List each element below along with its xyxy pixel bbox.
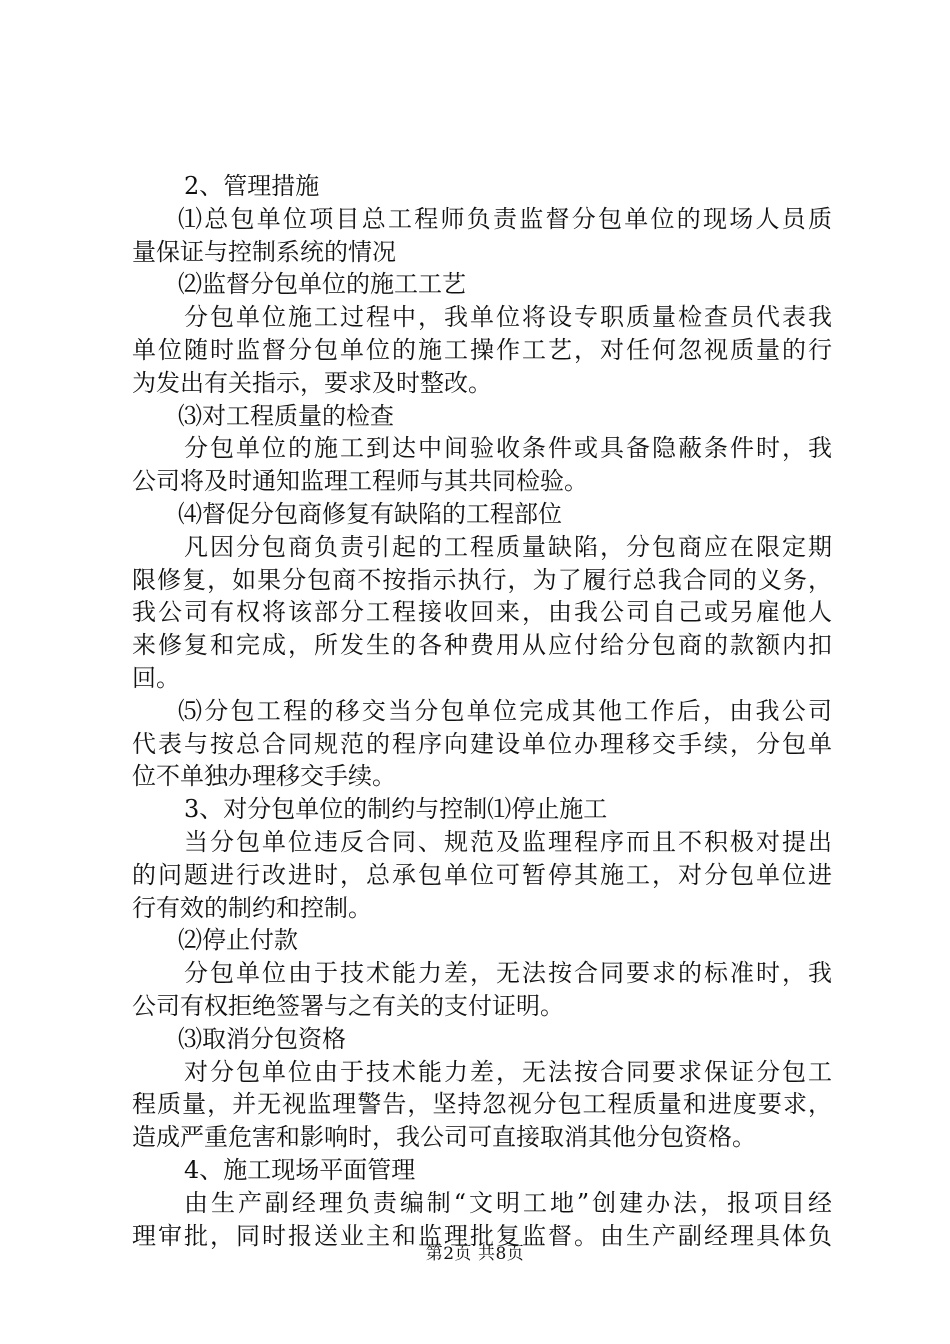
subheading: ⑵停止付款 — [178, 926, 298, 955]
text-line: ⑴总包单位项目总工程师负责监督分包单位的现场人员质 — [178, 204, 832, 233]
text-line: 分包单位由于技术能力差，无法按合同要求的标准时，我 — [184, 959, 832, 988]
text-line: 程质量，并无视监理警告，坚持忽视分包工程质量和进度要求， — [132, 1090, 832, 1119]
text-line: 当分包单位违反合同、规范及监理程序而且不积极对提出 — [184, 827, 832, 856]
text-line: 公司将及时通知监理工程师与其共同检验。 — [132, 467, 588, 496]
section-heading: 3、对分包单位的制约与控制⑴停止施工 — [184, 795, 608, 824]
subheading: ⑶对工程质量的检查 — [178, 401, 394, 430]
section-heading: 4、施工现场平面管理 — [184, 1155, 416, 1184]
text-line: 理审批，同时报送业主和监理批复监督。由生产副经理具体负 — [132, 1221, 832, 1250]
text-line: 行有效的制约和控制。 — [132, 893, 372, 922]
document-body — [132, 170, 832, 1252]
text-line: 我公司有权将该部分工程接收回来，由我公司自己或另雇他人 — [132, 598, 832, 627]
page-footer — [0, 1243, 950, 1265]
text-line: 公司有权拒绝签署与之有关的支付证明。 — [132, 991, 564, 1020]
text-line: ⑸分包工程的移交当分包单位完成其他工作后，由我公司 — [178, 696, 832, 725]
text-line: 限修复，如果分包商不按指示执行，为了履行总我合同的义务， — [132, 565, 832, 594]
text-line: 量保证与控制系统的情况 — [132, 237, 396, 266]
text-line: 单位随时监督分包单位的施工操作工艺，对任何忽视质量的行 — [132, 335, 832, 364]
text-line: 分包单位的施工到达中间验收条件或具备隐蔽条件时，我 — [184, 434, 832, 463]
subheading: ⑷督促分包商修复有缺陷的工程部位 — [178, 499, 562, 528]
text-line: 回。 — [132, 663, 180, 692]
text-line: 的问题进行改进时，总承包单位可暂停其施工，对分包单位进 — [132, 860, 832, 889]
section-heading: 2、管理措施 — [184, 172, 320, 200]
text-line: 代表与按总合同规范的程序向建设单位办理移交手续，分包单 — [132, 729, 832, 758]
text-line: 为发出有关指示，要求及时整改。 — [132, 368, 492, 397]
subheading: ⑵监督分包单位的施工工艺 — [178, 270, 466, 299]
text-line: 位不单独办理移交手续。 — [132, 762, 396, 791]
text-line: 由生产副经理负责编制“文明工地”创建办法，报项目经 — [184, 1188, 832, 1217]
text-line: 对分包单位由于技术能力差，无法按合同要求保证分包工 — [184, 1057, 832, 1086]
page-number: 第2页 共8页 — [425, 1244, 525, 1264]
text-line: 来修复和完成，所发生的各种费用从应付给分包商的款额内扣 — [132, 631, 832, 660]
text-line: 造成严重危害和影响时，我公司可直接取消其他分包资格。 — [132, 1123, 756, 1152]
subheading: ⑶取消分包资格 — [178, 1024, 346, 1053]
text-line: 分包单位施工过程中，我单位将设专职质量检查员代表我 — [184, 303, 832, 332]
text-line: 凡因分包商负责引起的工程质量缺陷，分包商应在限定期 — [184, 532, 832, 561]
